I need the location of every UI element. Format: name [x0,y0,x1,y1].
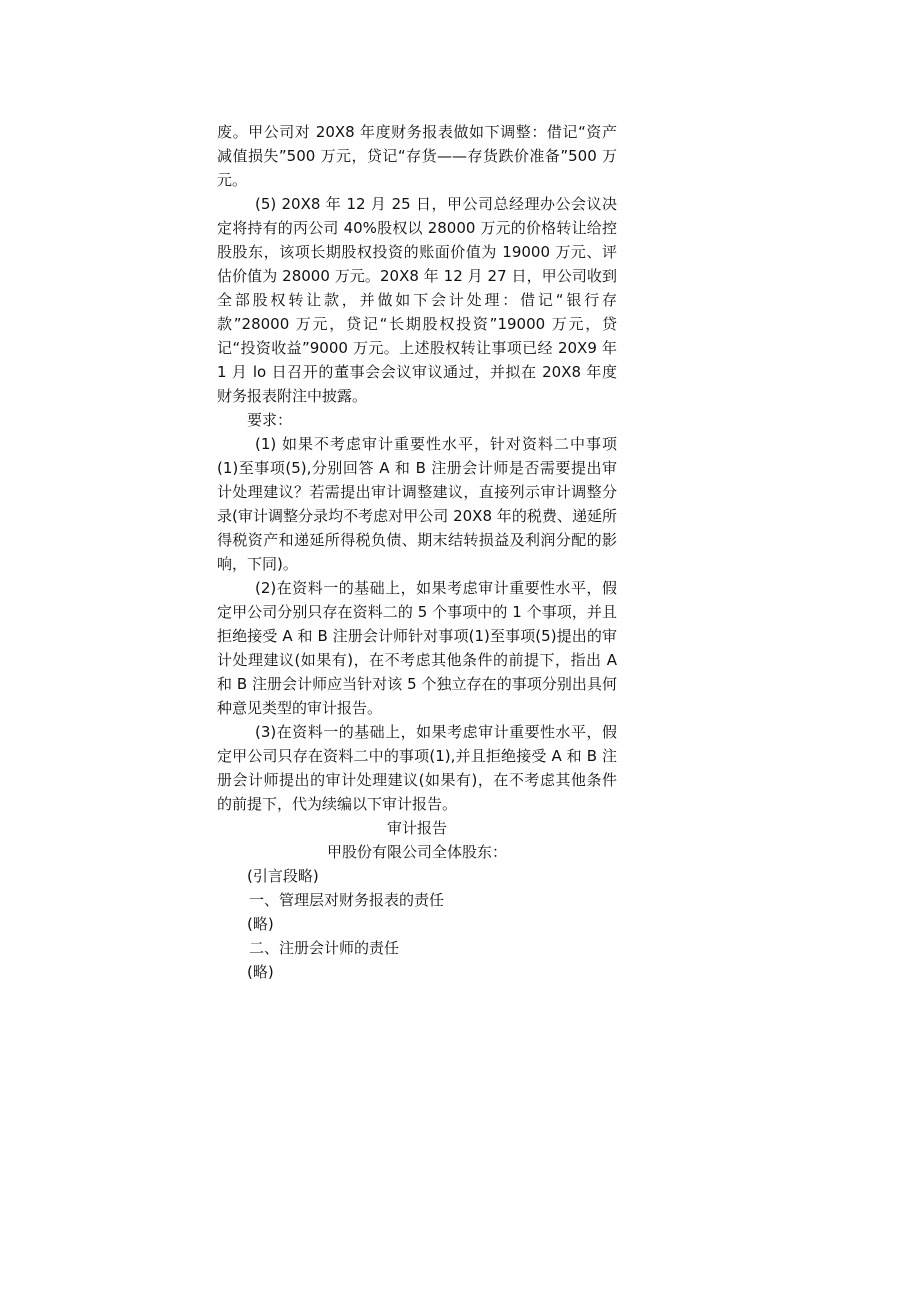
document-page [217,120,617,984]
paragraph-item-4-end: 废。甲公司对 20X8 年度财务报表做如下调整：借记“资产减值损失”500 万元，贷记“存货——存货跌价准备”500 万元。 [217,123,617,189]
report-section-2-heading: 二、注册会计师的责任 [249,939,400,957]
report-intro: (引言段略) [247,867,319,885]
requirement-3: (3)在资料一的基础上，如果考虑审计重要性水平，假定甲公司只存在资料二中的事项(1),并且拒绝接受 A 和 B 注册会计师提出的审计处理建议(如果有)，在不考虑其他条件的前提下，代为续编以下审计报告。 [217,723,617,813]
report-title: 审计报告 [386,819,447,837]
requirement-2: (2)在资料一的基础上，如果考虑审计重要性水平，假定甲公司分别只存在资料二的 5 个事项中的 1 个事项，并且拒绝接受 A 和 B 注册会计师针对事项(1)至事项(5)提出的审计处理建议(如果有)，在不考虑其他条件的前提下，指出 A 和 B 注册会计师应当针对该 5 个独立存在的事项分别出具何种意见类型的审计报告。 [217,579,617,717]
report-addressee: 甲股份有限公司全体股东： [326,843,507,861]
paragraph-item-5: (5) 20X8 年 12 月 25 日，甲公司总经理办公会议决定将持有的丙公司 40%股权以 28000 万元的价格转让给控股股东，该项长期股权投资的账面价值为 19000 万元、评估价值为 28000 万元。20X8 年 12 月 27 日，甲公司收到全部股权转让款，并做如下会计处理：借记“银行存款”28000 万元，贷记“长期股权投资”19000 万元，贷记“投资收益”9000 万元。上述股权转让事项已经 20X9 年 1 月 lo 日召开的董事会会议审议通过，并拟在 20X8 年度财务报表附注中披露。 [217,195,617,405]
report-section-1-body: (略) [247,915,274,933]
requirement-1: (1) 如果不考虑审计重要性水平，针对资料二中事项(1)至事项(5),分别回答 A 和 B 注册会计师是否需要提出审计处理建议？若需提出审计调整建议，直接列示审计调整分录(审计调整分录均不考虑对甲公司 20X8 年的税费、递延所得税资产和递延所得税负债、期末结转损益及利润分配的影响，下同)。 [217,435,618,573]
report-section-1-heading: 一、管理层对财务报表的责任 [249,891,445,909]
requirements-heading: 要求： [247,411,293,429]
report-section-2-body: (略) [247,963,274,981]
